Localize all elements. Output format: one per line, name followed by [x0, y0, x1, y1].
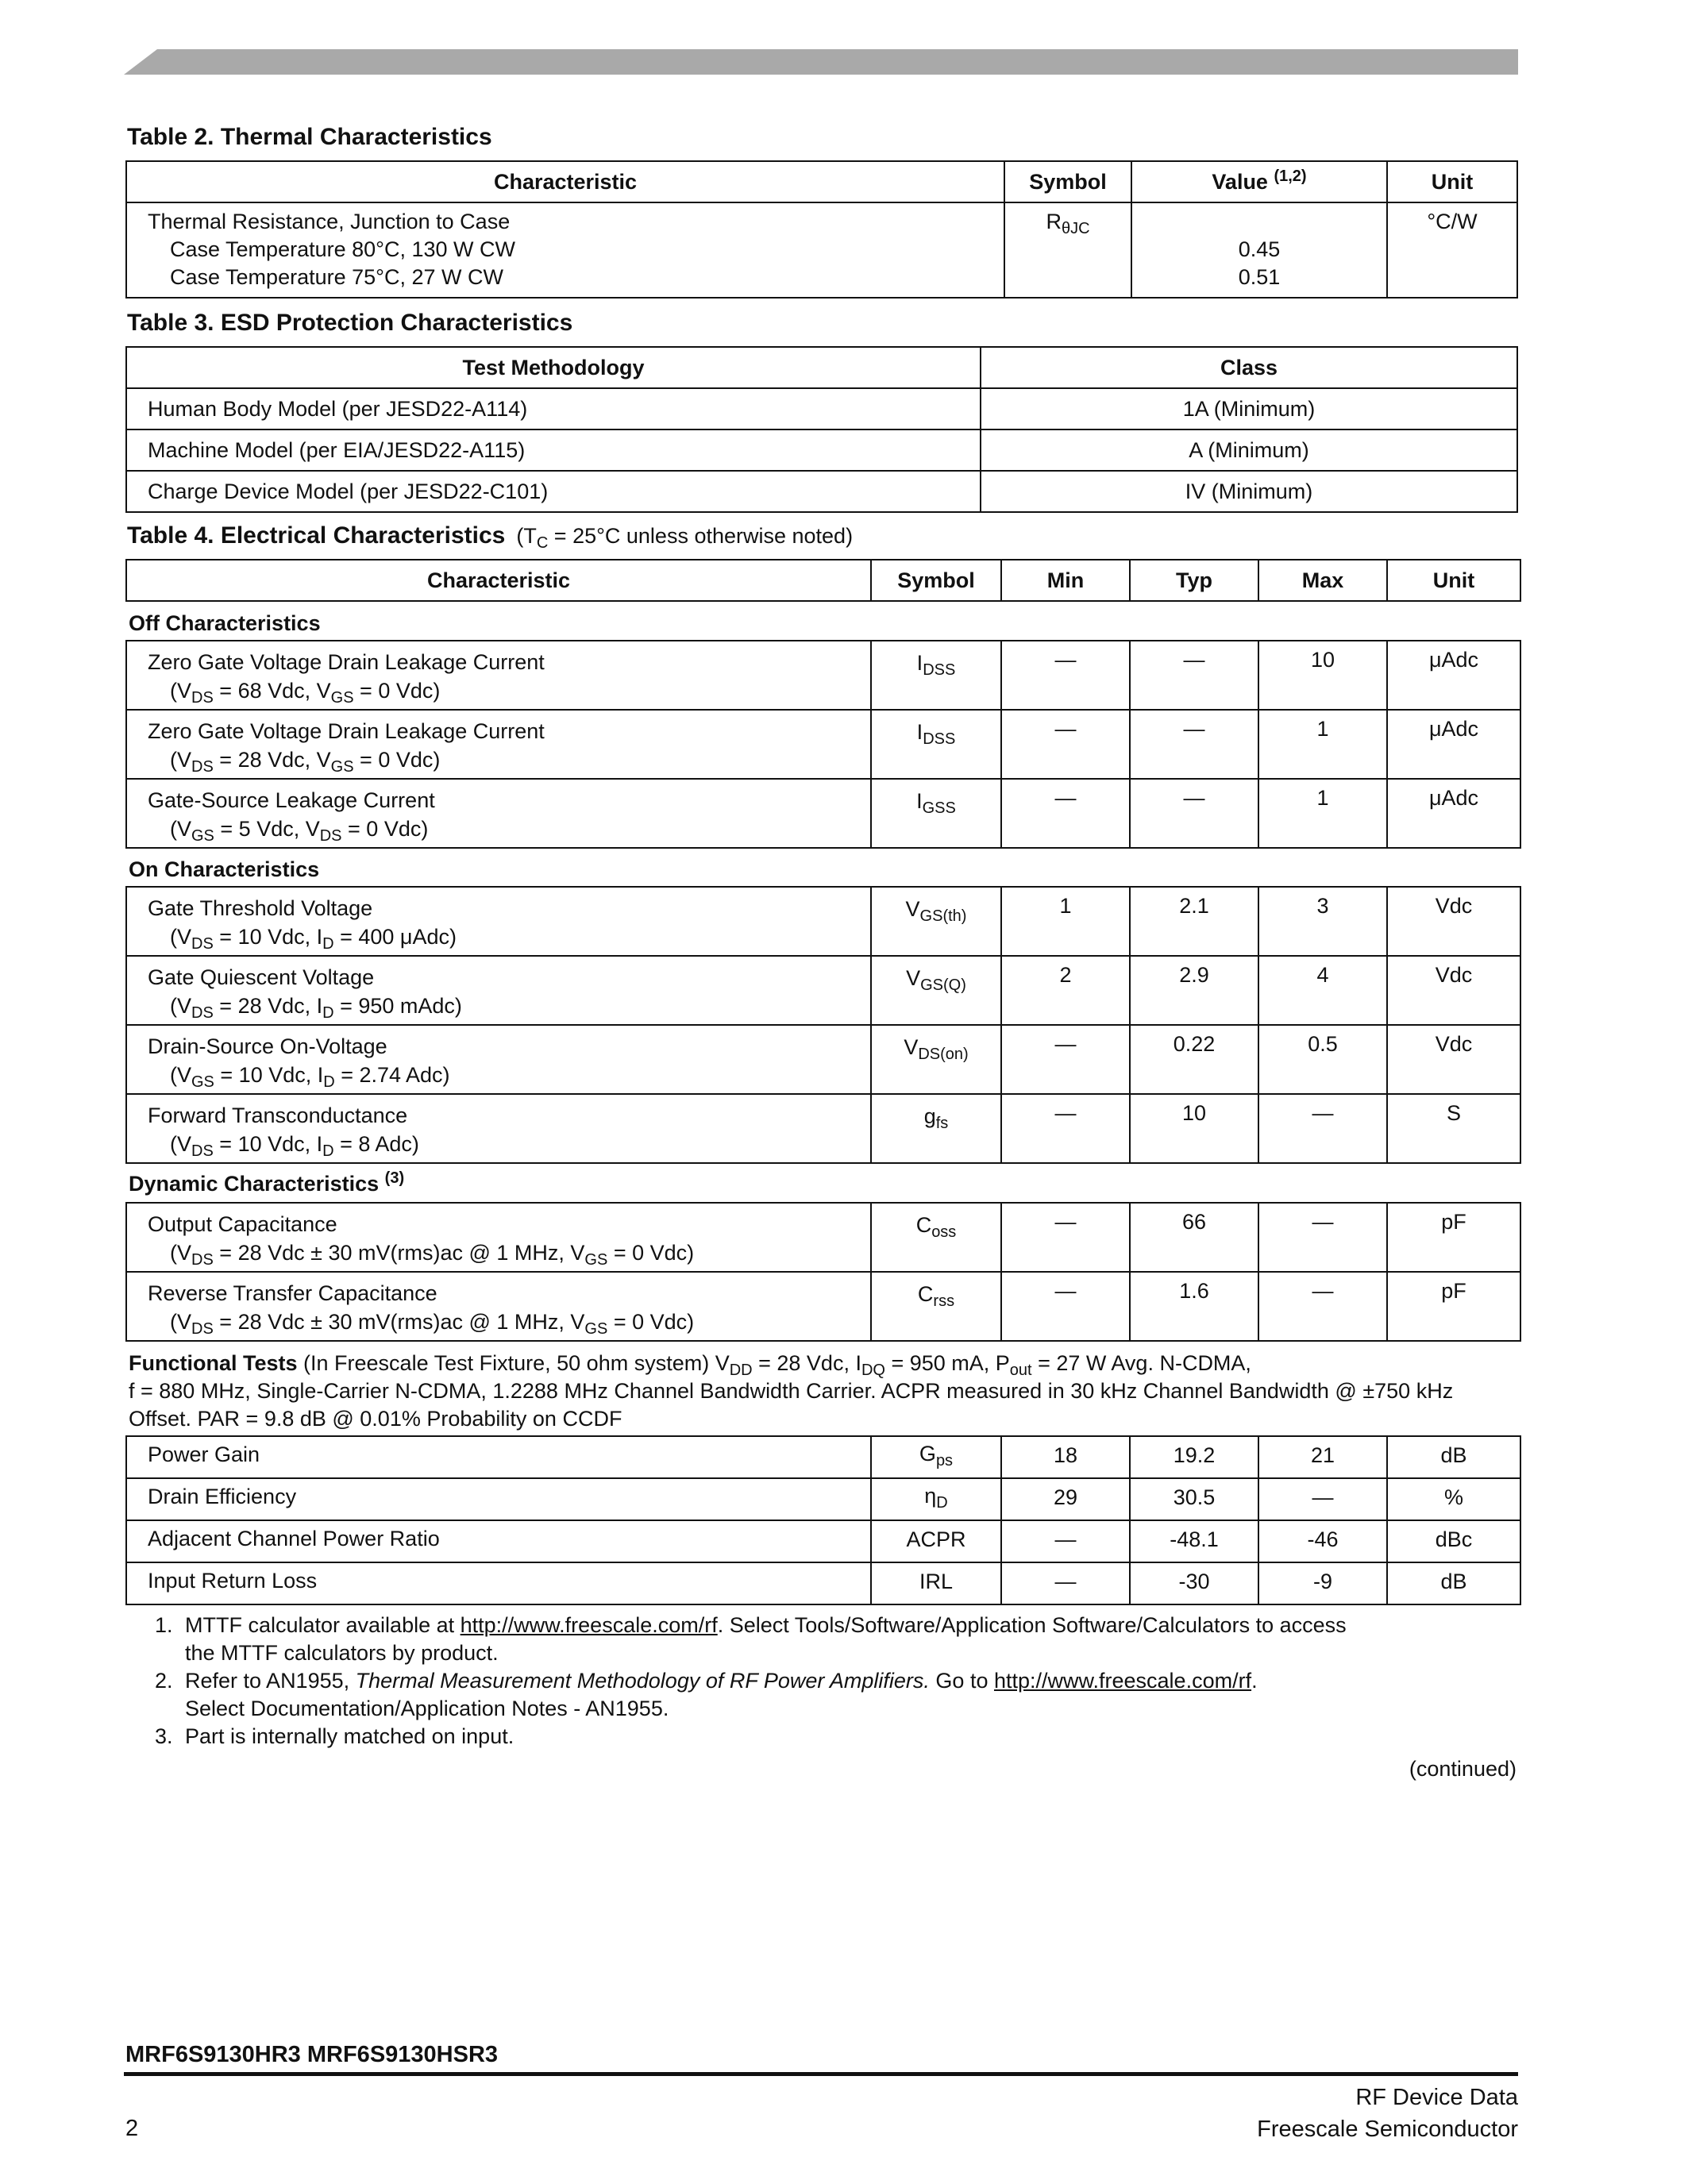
param-max: 4: [1258, 956, 1387, 1025]
esd-class: A (Minimum): [981, 429, 1517, 471]
param-unit: %: [1387, 1478, 1520, 1520]
table-row: Forward Transconductance ($V_{DS} = 10$ Vdc, $I_D = 8$ Adc) $g_{fs}$ — 10 — S: [126, 1094, 1520, 1163]
param-symbol: $g_{fs}$: [871, 1094, 1001, 1163]
param-unit: μAdc: [1387, 779, 1520, 848]
param-typ: 2.1: [1130, 887, 1258, 956]
param-typ: 0.22: [1130, 1025, 1258, 1094]
param-typ: 10: [1130, 1094, 1258, 1163]
table-row: Gate Quiescent Voltage ($V_{DS} = 28$ Vdc, $I_D = 950$ mAdc) $V_{GS(Q)}$ 2 2.9 4 Vdc: [126, 956, 1520, 1025]
on-characteristics-title: On Characteristics: [129, 857, 320, 881]
footnotes: [155, 1612, 1505, 1751]
thermal-values: 0.45 0.51: [1131, 202, 1387, 298]
param-max: -46: [1258, 1520, 1387, 1562]
col-symbol: Symbol: [1004, 161, 1131, 202]
param-name: Gate-Source Leakage Current: [148, 788, 435, 812]
table-row: [126, 1478, 1520, 1520]
footer-rule: [124, 2072, 1518, 2076]
param-symbol: $V_{DS(on)}$: [871, 1025, 1001, 1094]
param-unit: dBc: [1387, 1520, 1520, 1562]
param-name: Power Gain: [126, 1436, 871, 1478]
param-symbol: $V_{GS(Q)}$: [871, 956, 1001, 1025]
functional-tests-table: [125, 1435, 1521, 1605]
col-min: Min: [1001, 560, 1130, 601]
param-name: Zero Gate Voltage Drain Leakage Current: [148, 650, 545, 674]
esd-method: Human Body Model (per JESD22-A114): [126, 388, 981, 429]
param-unit: dB: [1387, 1436, 1520, 1478]
param-unit: dB: [1387, 1562, 1520, 1604]
freescale-rf-link[interactable]: http://www.freescale.com/rf: [993, 1669, 1252, 1693]
table3-caption: Table 3. ESD Protection Characteristics: [127, 310, 573, 336]
param-typ: —: [1130, 641, 1258, 710]
param-unit: Vdc: [1387, 956, 1520, 1025]
esd-class: 1A (Minimum): [981, 388, 1517, 429]
table4-caption: Table 4. Electrical Characteristics ($T_C = 25^\circ C$ unless otherwise noted): [127, 522, 854, 552]
dynamic-characteristics-title: Dynamic Characteristics $^{(3)}$: [129, 1169, 405, 1196]
param-name: Gate Threshold Voltage: [148, 896, 373, 920]
col-value: Value $^{(1,2)}$: [1131, 161, 1387, 202]
thermal-symbol: $R_{\theta JC}$: [1004, 202, 1131, 298]
param-unit: μAdc: [1387, 641, 1520, 710]
col-max: Max: [1258, 560, 1387, 601]
table-row: [126, 1520, 1520, 1562]
part-number: MRF6S9130HR3 MRF6S9130HSR3: [125, 2042, 499, 2067]
thermal-unit: °C/W: [1387, 202, 1517, 298]
electrical-header: [125, 559, 1521, 602]
param-name: Adjacent Channel Power Ratio: [126, 1520, 871, 1562]
param-min: —: [1001, 1203, 1130, 1272]
param-symbol: $V_{GS(th)}$: [871, 887, 1001, 956]
table-row: Gate Threshold Voltage ($V_{DS} = 10$ Vdc, $I_D = 400$ μAdc) $V_{GS(th)}$ 1 2.1 3 Vdc: [126, 887, 1520, 956]
functional-tests-description: Functional Tests (In Freescale Test Fixture, 50 ohm system) $V_{DD} = 28$ Vdc, $I_{DQ} = 950$ mA, $P_{out} = 27$ W Avg. N-CDMA, f = 880 MHz, Single-Carrier N-CDMA, 1.2288 MHz Channel Bandwidth Carrier. ACPR measured in 30 kHz Channel Bandwidth @ ±750 kHz Offset. PAR = 9.8 dB @ 0.01% Probability on CCDF: [129, 1351, 1454, 1431]
off-characteristics-table: [125, 640, 1521, 849]
col-characteristic: Characteristic: [126, 560, 871, 601]
col-symbol: Symbol: [871, 560, 1001, 601]
param-unit: Vdc: [1387, 887, 1520, 956]
param-max: 1: [1258, 779, 1387, 848]
table-row: Gate-Source Leakage Current ($V_{GS} = 5$ Vdc, $V_{DS} = 0$ Vdc) $I_{GSS}$ — — 1 μAdc: [126, 779, 1520, 848]
param-unit: Vdc: [1387, 1025, 1520, 1094]
param-typ: 2.9: [1130, 956, 1258, 1025]
param-name: Forward Transconductance: [148, 1104, 408, 1127]
param-name: Reverse Transfer Capacitance: [148, 1281, 437, 1305]
param-min: —: [1001, 779, 1130, 848]
param-symbol: $I_{GSS}$: [871, 779, 1001, 848]
esd-class: IV (Minimum): [981, 471, 1517, 512]
footnote-2: 2. Refer to AN1955, Thermal Measurement Methodology of RF Power Amplifiers. Go to http://www.freescale.com/rf. Select Documentation/Application Notes - AN1955.: [155, 1669, 1258, 1720]
footnote-3: 3. Part is internally matched on input.: [155, 1724, 514, 1748]
table-row: Output Capacitance ($V_{DS} = 28$ Vdc ± 30 mV(rms)ac @ 1 MHz, $V_{GS} = 0$ Vdc) $C_{oss}$ — 66 — pF: [126, 1203, 1520, 1272]
param-max: 21: [1258, 1436, 1387, 1478]
param-min: —: [1001, 1094, 1130, 1163]
param-symbol: IRL: [871, 1562, 1001, 1604]
off-characteristics-title: Off Characteristics: [129, 611, 321, 635]
param-symbol: $C_{oss}$: [871, 1203, 1001, 1272]
thermal-characteristic: Thermal Resistance, Junction to Case Case Temperature 80°C, 130 W CW Case Temperature 75°C, 27 W CW: [126, 202, 1004, 298]
param-name: Drain-Source On-Voltage: [148, 1034, 387, 1058]
param-max: —: [1258, 1478, 1387, 1520]
page-number: 2: [125, 2116, 139, 2141]
table-row: Zero Gate Voltage Drain Leakage Current ($V_{DS} = 28$ Vdc, $V_{GS} = 0$ Vdc) $I_{DSS}$ — — 1 μAdc: [126, 710, 1520, 779]
param-name: Zero Gate Voltage Drain Leakage Current: [148, 719, 545, 743]
esd-table: [125, 346, 1518, 513]
param-unit: pF: [1387, 1272, 1520, 1341]
esd-method: Machine Model (per EIA/JESD22-A115): [126, 429, 981, 471]
param-typ: 19.2: [1130, 1436, 1258, 1478]
col-class: Class: [981, 347, 1517, 388]
param-unit: S: [1387, 1094, 1520, 1163]
param-min: 1: [1001, 887, 1130, 956]
param-min: 18: [1001, 1436, 1130, 1478]
col-unit: Unit: [1387, 161, 1517, 202]
param-symbol: ACPR: [871, 1520, 1001, 1562]
param-typ: —: [1130, 710, 1258, 779]
thermal-table: [125, 160, 1518, 299]
param-min: —: [1001, 1562, 1130, 1604]
param-min: 2: [1001, 956, 1130, 1025]
param-typ: 1.6: [1130, 1272, 1258, 1341]
param-name: Input Return Loss: [126, 1562, 871, 1604]
table-row: [126, 1436, 1520, 1478]
param-max: 0.5: [1258, 1025, 1387, 1094]
param-min: 29: [1001, 1478, 1130, 1520]
dynamic-characteristics-table: [125, 1202, 1521, 1342]
footer-right: [1257, 2082, 1518, 2145]
param-min: —: [1001, 710, 1130, 779]
param-symbol: $G_{ps}$: [871, 1436, 1001, 1478]
param-max: -9: [1258, 1562, 1387, 1604]
param-max: —: [1258, 1203, 1387, 1272]
col-characteristic: Characteristic: [126, 161, 1004, 202]
param-typ: —: [1130, 779, 1258, 848]
footer-line1: RF Device Data: [1355, 2085, 1518, 2110]
param-max: 10: [1258, 641, 1387, 710]
footnote-1: 1. MTTF calculator available at http://www.freescale.com/rf. Select Tools/Software/Application Software/Calculators to access the MTTF calculators by product.: [155, 1613, 1347, 1665]
param-symbol: $I_{DSS}$: [871, 710, 1001, 779]
param-unit: pF: [1387, 1203, 1520, 1272]
table-row: Reverse Transfer Capacitance ($V_{DS} = 28$ Vdc ± 30 mV(rms)ac @ 1 MHz, $V_{GS} = 0$ Vdc) $C_{rss}$ — 1.6 — pF: [126, 1272, 1520, 1341]
esd-method: Charge Device Model (per JESD22-C101): [126, 471, 981, 512]
param-typ: -48.1: [1130, 1520, 1258, 1562]
param-name: Output Capacitance: [148, 1212, 337, 1236]
param-max: —: [1258, 1094, 1387, 1163]
continued-label: (continued): [1409, 1757, 1517, 1781]
param-symbol: $C_{rss}$: [871, 1272, 1001, 1341]
header-bar: [124, 49, 1518, 75]
param-name: Gate Quiescent Voltage: [148, 965, 375, 989]
table2-caption: Table 2. Thermal Characteristics: [127, 124, 492, 150]
col-typ: Typ: [1130, 560, 1258, 601]
col-unit: Unit: [1387, 560, 1520, 601]
param-min: —: [1001, 1520, 1130, 1562]
on-characteristics-table: [125, 886, 1521, 1164]
param-name: Drain Efficiency: [126, 1478, 871, 1520]
param-min: —: [1001, 1025, 1130, 1094]
param-symbol: $\eta_D$: [871, 1478, 1001, 1520]
param-typ: -30: [1130, 1562, 1258, 1604]
footer-line2: Freescale Semiconductor: [1257, 2117, 1518, 2142]
table-row: Drain-Source On-Voltage ($V_{GS} = 10$ Vdc, $I_D = 2.74$ Adc) $V_{DS(on)}$ — 0.22 0.5 Vdc: [126, 1025, 1520, 1094]
param-max: 3: [1258, 887, 1387, 956]
freescale-rf-link[interactable]: http://www.freescale.com/rf: [460, 1613, 718, 1637]
param-typ: 30.5: [1130, 1478, 1258, 1520]
col-test-methodology: Test Methodology: [126, 347, 981, 388]
param-typ: 66: [1130, 1203, 1258, 1272]
param-min: —: [1001, 641, 1130, 710]
param-max: —: [1258, 1272, 1387, 1341]
param-min: —: [1001, 1272, 1130, 1341]
table-row: [126, 1562, 1520, 1604]
param-unit: μAdc: [1387, 710, 1520, 779]
param-max: 1: [1258, 710, 1387, 779]
table-row: Zero Gate Voltage Drain Leakage Current ($V_{DS} = 68$ Vdc, $V_{GS} = 0$ Vdc) $I_{DSS}$ — — 10 μAdc: [126, 641, 1520, 710]
param-symbol: $I_{DSS}$: [871, 641, 1001, 710]
